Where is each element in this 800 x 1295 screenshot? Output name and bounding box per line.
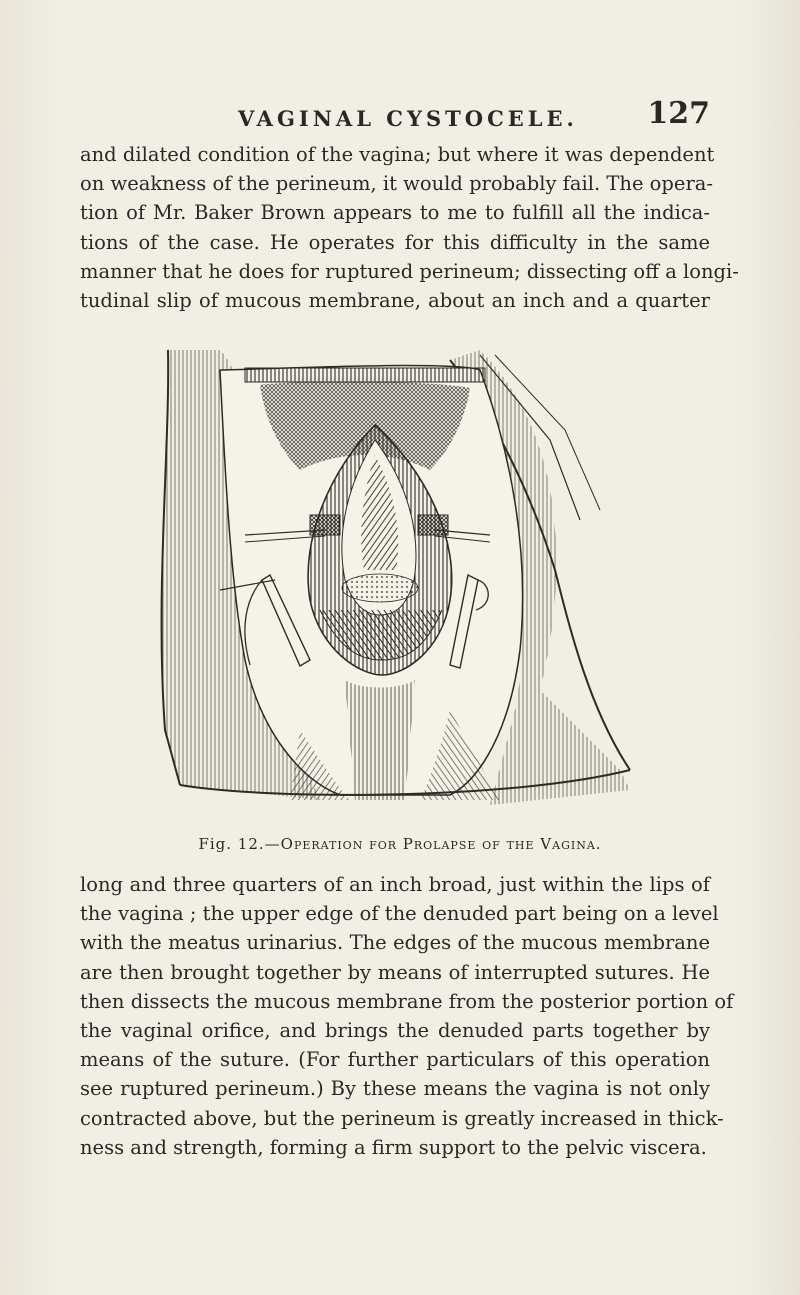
text-line: ness and strength, forming a firm support to the pelvic viscera. [80, 1135, 707, 1159]
text-line: then dissects the mucous membrane from the posterior portion of [80, 989, 734, 1013]
text-line: contracted above, but the perineum is greatly increased in thick- [80, 1106, 724, 1130]
text-line: see ruptured perineum.) By these means the vagina is not only [80, 1077, 710, 1101]
text-line: with the meatus urinarius. The edges of the mucous membrane [80, 931, 710, 955]
text-line: long and three quarters of an inch broad, just within the lips of [80, 873, 710, 896]
caption-label: Fig. 12. [198, 835, 265, 853]
text-line: and dilated condition of the vagina; but where it was dependent [80, 143, 715, 166]
text-line: are then brought together by means of interrupted sutures. He [80, 960, 710, 984]
figure-caption [0, 835, 800, 853]
caption-text: —Operation for Prolapse of the Vagina. [264, 835, 602, 853]
text-line: on weakness of the perineum, it would probably fail. The opera- [80, 172, 713, 196]
text-line: tudinal slip of mucous membrane, about an inch and a quarter [80, 289, 710, 313]
running-head [80, 96, 710, 136]
text-line: manner that he does for ruptured perineum; dissecting off a longi- [80, 259, 739, 283]
page-number: 127 [647, 96, 710, 131]
text-line: the vagina ; the upper edge of the denuded part being on a level [80, 902, 719, 926]
surgical-engraving-figure [150, 330, 650, 820]
paragraph-top [80, 140, 739, 315]
text-line: tion of Mr. Baker Brown appears to me to fulfill all the indica- [80, 201, 710, 225]
text-line: tions of the case. He operates for this difficulty in the same [80, 230, 710, 254]
paragraph-bottom [80, 870, 734, 1162]
text-line: means of the suture. (For further particulars of this operation [80, 1048, 710, 1072]
running-title: VAGINAL CYSTOCELE. [238, 106, 578, 131]
text-line: the vaginal orifice, and brings the denuded parts together by [80, 1019, 710, 1043]
